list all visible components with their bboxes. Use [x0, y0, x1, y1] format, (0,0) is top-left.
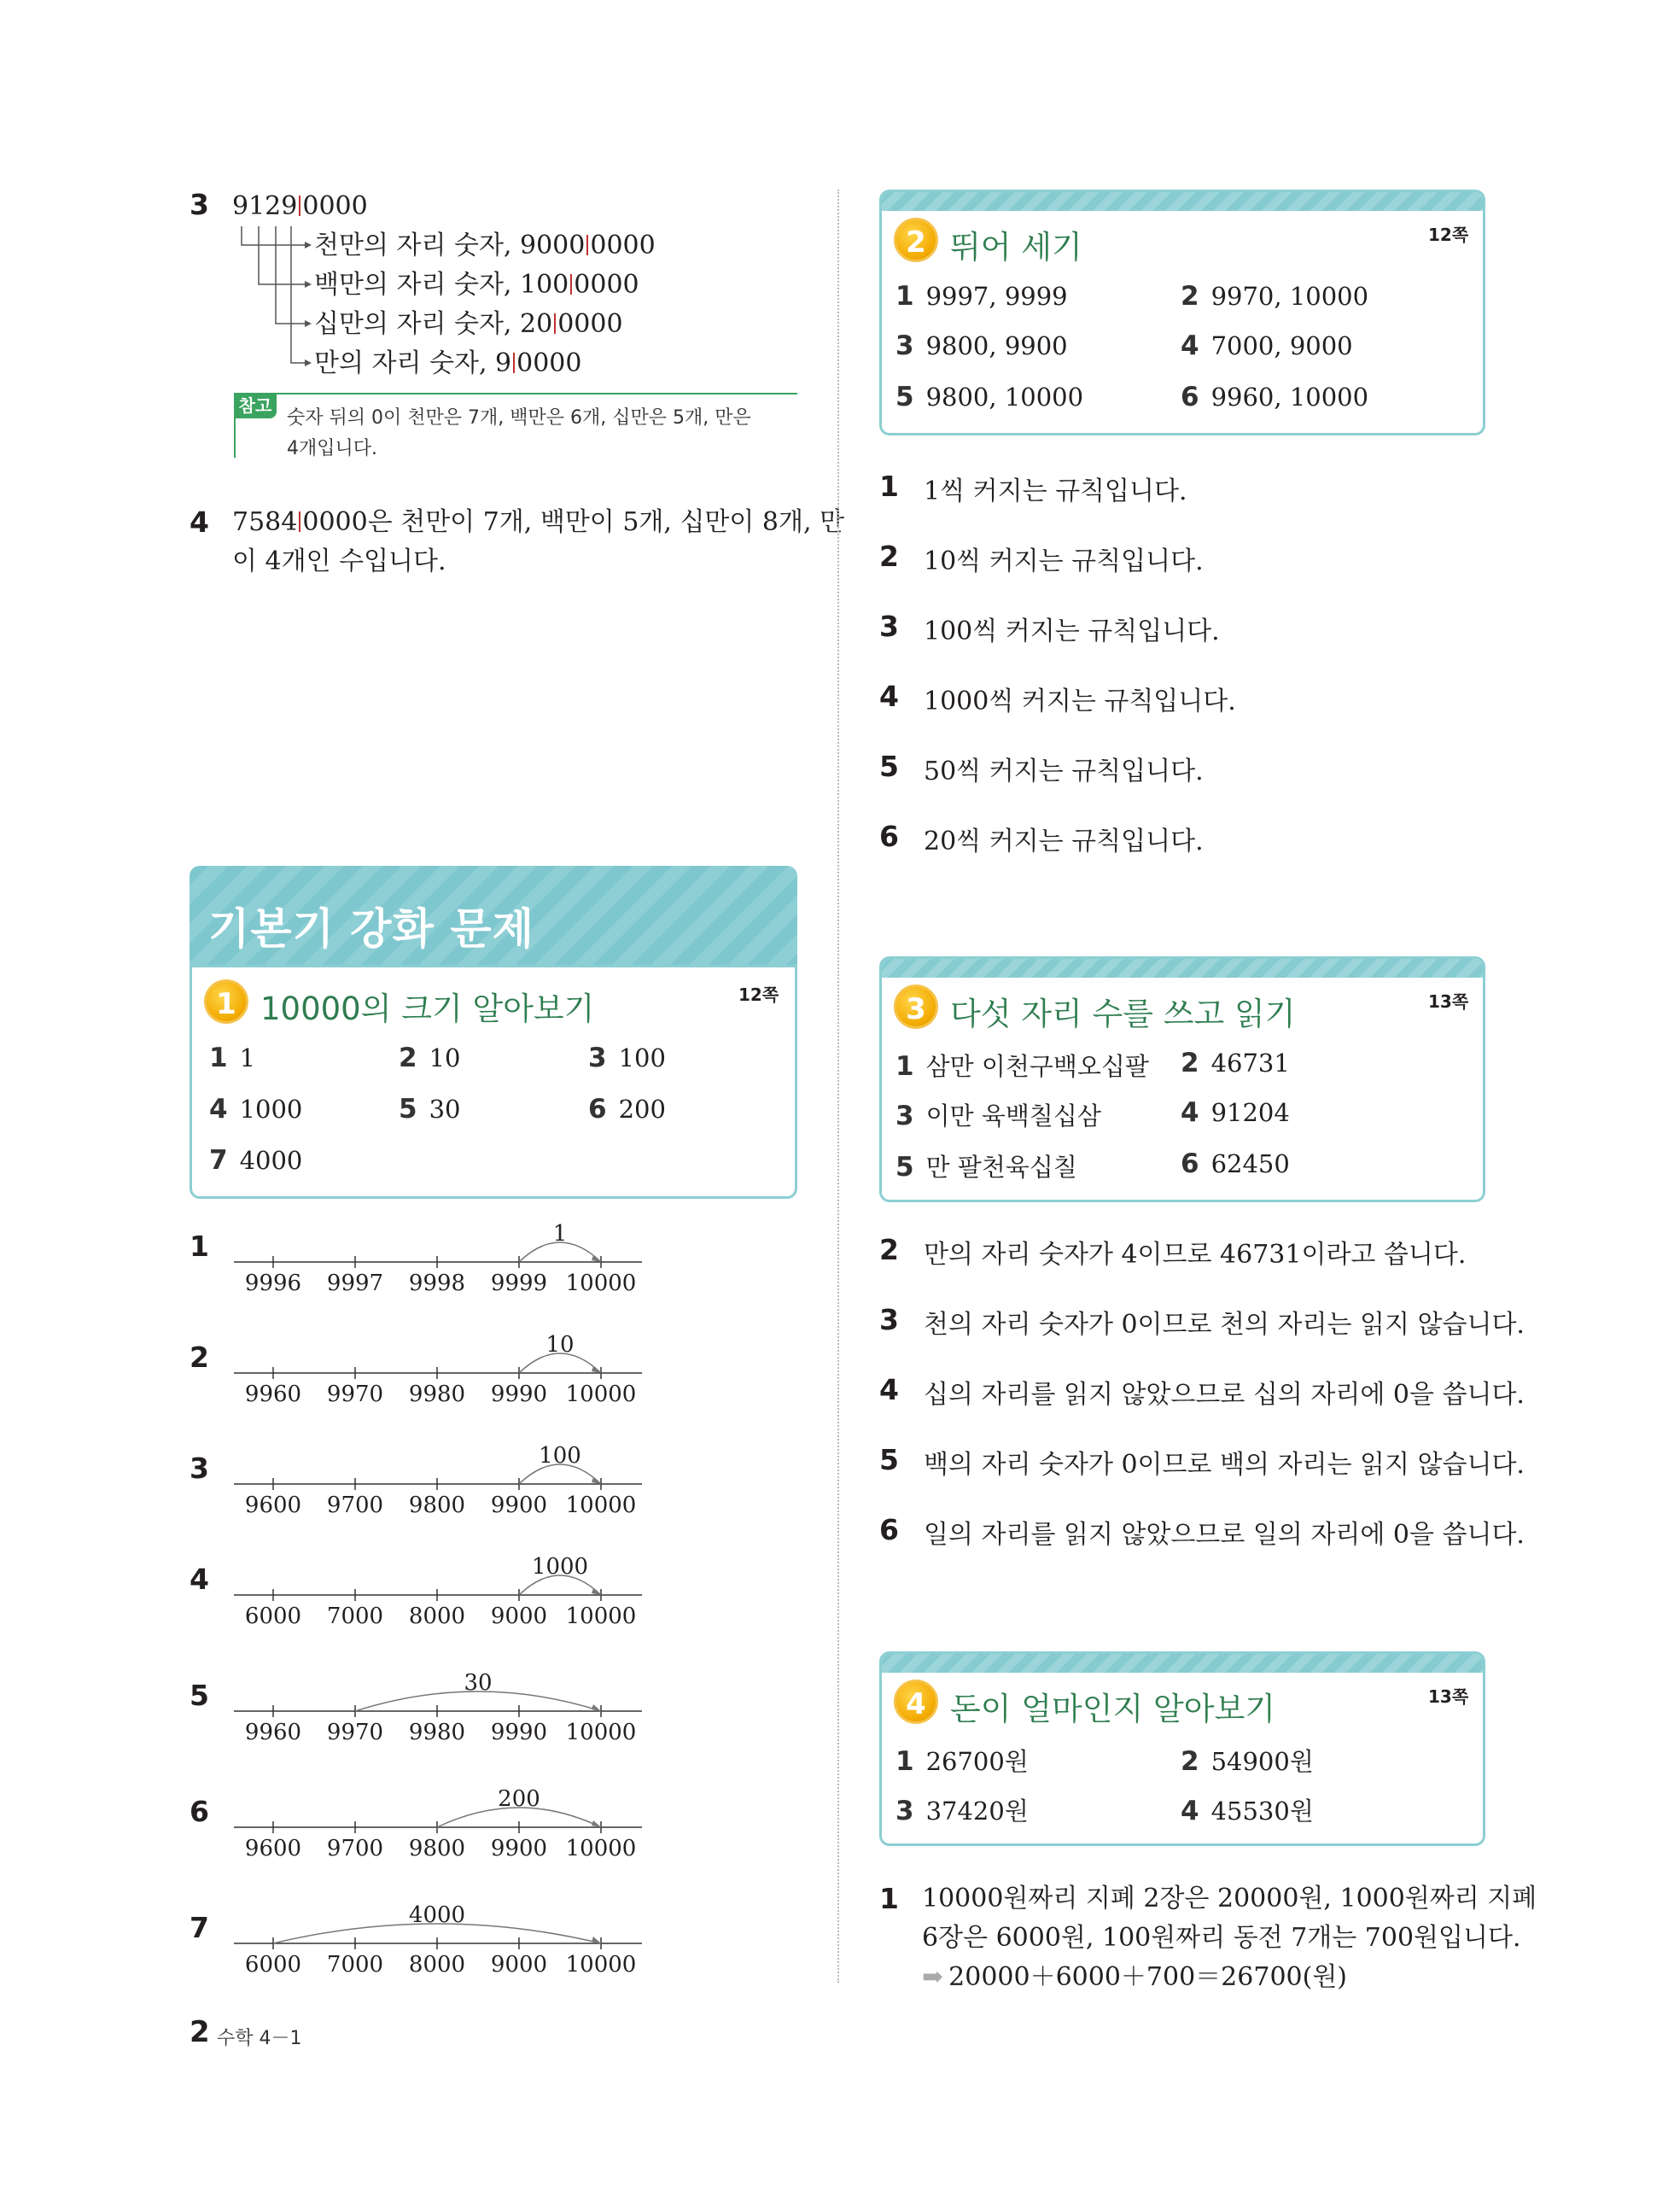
answer-item: 5 만 팔천육십칠 [895, 1152, 1077, 1183]
problem-4-text: 0000은 천만이 7개, 백만이 5개, 십만이 8개, 만 [302, 507, 845, 537]
answer-item: 1 9997, 9999 [895, 281, 1068, 312]
explanation-line-1: 10000원짜리 지폐 2장은 20000원, 1000원짜리 지폐 [922, 1884, 1537, 1913]
separator-mark [513, 353, 515, 373]
problem-4-line-1 [232, 502, 844, 543]
jump-arc [437, 1808, 601, 1827]
tick-label: 9996 [244, 1271, 302, 1296]
tick-label: 9800 [408, 1836, 466, 1861]
answer-item: 2 10 [399, 1043, 461, 1073]
jump-label: 10 [545, 1332, 575, 1358]
number-line [213, 1557, 657, 1609]
place-line-1 [314, 225, 656, 266]
jump-label: 30 [464, 1670, 493, 1696]
place-zeros: 0000 [574, 270, 639, 300]
answer-item: 1 삼만 이천구백오십팔 [895, 1051, 1149, 1082]
answer-item: 3 37420원 [895, 1796, 1029, 1826]
tick-label: 8000 [408, 1604, 466, 1629]
tick-label: 9960 [244, 1382, 302, 1407]
answer-item: 6 9960, 10000 [1181, 382, 1369, 412]
number-line [213, 1335, 657, 1387]
tick-label: 7000 [326, 1952, 384, 1978]
arrow-head-icon [592, 1588, 601, 1595]
place-line-2 [314, 265, 639, 306]
tick-label: 9960 [244, 1720, 302, 1745]
separator-mark [570, 274, 572, 295]
problem-4-line-2: 이 4개인 수입니다. [232, 546, 446, 576]
section-1-box [190, 965, 797, 1199]
note-line-2: 4개입니다. [287, 438, 377, 459]
answer-item: 5 30 [399, 1094, 461, 1125]
answer-item: 4 91204 [1181, 1097, 1290, 1128]
tick-label: 6000 [244, 1952, 302, 1978]
tick-label: 9600 [244, 1493, 302, 1518]
answer-item: 4 1000 [209, 1094, 303, 1125]
arrow-head-icon [592, 1477, 601, 1484]
number-line-problem-number: 7 [190, 1911, 209, 1944]
tick-label: 10000 [565, 1604, 637, 1629]
number-line-problem-number: 1 [190, 1230, 209, 1263]
tick-label: 9970 [326, 1720, 384, 1745]
circle-number-2: 2 [894, 218, 938, 262]
number-line [213, 1790, 657, 1841]
place-zeros: 0000 [557, 309, 623, 339]
jump-arc [519, 1353, 601, 1373]
section-1-title: 10000의 크기 알아보기 [260, 990, 595, 1027]
section-2-title: 뛰어 세기 [950, 229, 1082, 266]
column-divider [837, 190, 839, 1983]
answer-item: 5 9800, 10000 [895, 382, 1084, 412]
answer-item: 6 62450 [1181, 1148, 1290, 1179]
page-reference: 12쪽 [738, 984, 779, 1005]
place-zeros: 0000 [590, 231, 656, 260]
tick-label: 9600 [244, 1836, 302, 1861]
number-line [213, 1906, 657, 1957]
jump-arc [273, 1924, 601, 1943]
circle-number-4: 4 [894, 1680, 938, 1724]
section-3-title: 다섯 자리 수를 쓰고 읽기 [950, 996, 1296, 1032]
tick-label: 9997 [326, 1271, 384, 1296]
answer-item: 2 54900원 [1181, 1746, 1314, 1777]
tick-label: 10000 [565, 1382, 637, 1407]
note-tag: 참고 [234, 393, 277, 418]
explanation-line-2: 6장은 6000원, 100원짜리 동전 7개는 700원입니다. [922, 1923, 1521, 1953]
footer-subject: 수학 4－1 [217, 2028, 302, 2049]
tick-label: 9998 [408, 1271, 466, 1296]
value-part-a: 9129 [232, 191, 298, 221]
tick-label: 10000 [565, 1720, 637, 1745]
section-2-box [879, 190, 1485, 435]
box-stripe [882, 959, 1483, 978]
jump-label: 200 [498, 1786, 540, 1812]
box-stripe [882, 1654, 1483, 1673]
section-header-title: 기본기 강화 문제 [208, 904, 534, 954]
answer-item: 3 100 [588, 1043, 666, 1073]
tick-label: 9980 [408, 1720, 466, 1745]
tick-label: 6000 [244, 1604, 302, 1629]
tick-label: 9900 [490, 1493, 548, 1518]
place-zeros: 0000 [516, 348, 582, 378]
tick-label: 8000 [408, 1952, 466, 1978]
jump-arc [519, 1575, 601, 1595]
number-line [213, 1446, 657, 1498]
jump-label: 1 [552, 1221, 568, 1247]
value-part-b: 0000 [302, 191, 368, 221]
arrow-head-icon [592, 1937, 601, 1943]
tick-label: 9970 [326, 1382, 384, 1407]
explanation-number: 1 [879, 1882, 899, 1915]
place-text: 천만의 자리 숫자, 9000 [314, 231, 586, 260]
place-line-4 [314, 343, 581, 384]
tick-label: 9990 [490, 1382, 548, 1407]
answer-item: 4 45530원 [1181, 1796, 1314, 1826]
problem-3-value [232, 186, 368, 227]
arrow-head-icon [592, 1704, 601, 1711]
answer-item: 2 9970, 10000 [1181, 281, 1369, 312]
answer-item: 4 7000, 9000 [1181, 330, 1353, 361]
jump-label: 1000 [531, 1554, 589, 1580]
tick-label: 9990 [490, 1720, 548, 1745]
separator-mark [586, 235, 588, 255]
circle-number-1: 1 [204, 979, 248, 1024]
tick-label: 7000 [326, 1604, 384, 1629]
number-line-problem-number: 4 [190, 1563, 209, 1596]
answer-item: 2 46731 [1181, 1048, 1290, 1078]
page-reference: 13쪽 [1428, 991, 1469, 1012]
number-line-problem-number: 3 [190, 1452, 209, 1485]
page-reference: 13쪽 [1428, 1686, 1469, 1707]
place-text: 만의 자리 숫자, 9 [314, 348, 512, 378]
jump-label: 4000 [408, 1902, 466, 1928]
tick-label: 9980 [408, 1382, 466, 1407]
separator-mark [299, 511, 300, 532]
arrow-icon: ➡ [922, 1962, 944, 1992]
tick-label: 9000 [490, 1952, 548, 1978]
answer-item: 1 26700원 [895, 1746, 1029, 1777]
section-header-banner [190, 866, 797, 968]
tick-label: 9700 [326, 1836, 384, 1861]
equation: 20000＋6000＋700＝26700(원) [948, 1962, 1348, 1992]
value-part-a: 7584 [232, 507, 298, 537]
separator-mark [554, 313, 556, 334]
tick-label: 10000 [565, 1952, 637, 1978]
separator-mark [299, 196, 300, 216]
problem-number: 4 [190, 505, 209, 539]
answer-item: 7 4000 [209, 1145, 303, 1176]
jump-arc [519, 1464, 601, 1484]
number-line-problem-number: 6 [190, 1795, 209, 1828]
answer-item: 1 1 [209, 1043, 256, 1073]
place-text: 백만의 자리 숫자, 100 [314, 270, 569, 300]
arrow-head-icon [592, 1820, 601, 1827]
jump-arc [355, 1691, 601, 1711]
page-number: 2 [190, 2015, 210, 2049]
number-line [213, 1674, 657, 1725]
place-line-3 [314, 304, 623, 345]
section-4-title: 돈이 얼마인지 알아보기 [950, 1691, 1275, 1727]
tick-label: 9800 [408, 1493, 466, 1518]
jump-label: 100 [539, 1443, 581, 1469]
tick-label: 9000 [490, 1604, 548, 1629]
tick-label: 9999 [490, 1271, 548, 1296]
number-line [213, 1224, 657, 1276]
explanation-line-3 [922, 1957, 1347, 1998]
box-stripe [882, 192, 1483, 211]
arrow-head-icon [592, 1366, 601, 1373]
place-value-brackets [235, 226, 320, 380]
tick-label: 10000 [565, 1493, 637, 1518]
problem-number: 3 [190, 188, 209, 221]
answer-item: 3 이만 육백칠십삼 [895, 1101, 1101, 1131]
number-line-problem-number: 2 [190, 1341, 209, 1374]
answer-item: 6 200 [588, 1094, 666, 1125]
section-3-box [879, 956, 1485, 1202]
answer-item: 3 9800, 9900 [895, 330, 1068, 361]
arrow-head-icon [592, 1255, 601, 1262]
section-4-box [879, 1651, 1485, 1846]
tick-label: 9900 [490, 1836, 548, 1861]
tick-label: 10000 [565, 1271, 637, 1296]
page-reference: 12쪽 [1428, 225, 1469, 245]
jump-arc [519, 1242, 601, 1262]
place-text: 십만의 자리 숫자, 20 [314, 309, 553, 339]
tick-label: 9700 [326, 1493, 384, 1518]
note-line-1: 숫자 뒤의 0이 천만은 7개, 백만은 6개, 십만은 5개, 만은 [287, 407, 751, 429]
number-line-problem-number: 5 [190, 1679, 209, 1712]
tick-label: 10000 [565, 1836, 637, 1861]
circle-number-3: 3 [894, 984, 938, 1029]
